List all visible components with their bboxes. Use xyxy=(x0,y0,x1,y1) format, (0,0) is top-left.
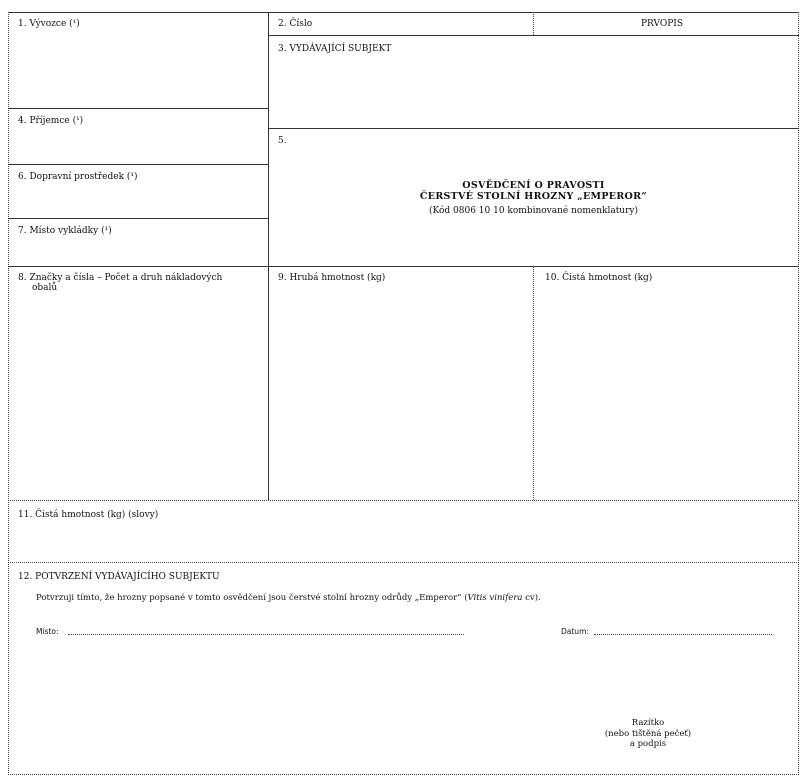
confirmation-text-end: cv). xyxy=(522,593,541,603)
line-box4-bottom xyxy=(8,164,268,165)
date-field[interactable] xyxy=(594,634,772,635)
box3-label: 3. VYDÁVAJÍCÍ SUBJEKT xyxy=(278,44,392,54)
line-box3-bottom xyxy=(268,128,799,129)
certificate-form xyxy=(8,12,799,775)
stamp-line1: Razítko xyxy=(631,718,665,728)
stamp-line3: a podpis xyxy=(629,739,667,749)
box10-label: 10. Čistá hmotnost (kg) xyxy=(545,273,653,283)
box7-label: 7. Místo vykládky (¹) xyxy=(18,226,112,236)
border-right xyxy=(798,12,799,775)
divider-box2-copy xyxy=(533,12,534,35)
box12-label: 12. POTVRZENÍ VYDÁVAJÍCÍHO SUBJEKTU xyxy=(18,572,220,582)
certificate-subtitle: (Kód 0806 10 10 kombinované nomenklatury) xyxy=(429,206,638,216)
border-left xyxy=(8,12,9,775)
divider-main xyxy=(268,12,269,500)
line-box12-top xyxy=(8,562,799,563)
line-header-bottom xyxy=(8,266,799,267)
line-box11-top xyxy=(8,500,799,501)
border-top xyxy=(8,12,799,13)
certificate-title-line1: OSVĚDČENÍ O PRAVOSTI xyxy=(462,180,605,191)
box6-label: 6. Dopravní prostředek (¹) xyxy=(18,172,138,182)
place-field[interactable] xyxy=(68,634,464,635)
place-label: Místo: xyxy=(36,627,59,636)
stamp-line2: (nebo tištěná pečeť) xyxy=(604,729,692,739)
confirmation-text-species: Vitis vinifera xyxy=(467,593,523,603)
box4-label: 4. Příjemce (¹) xyxy=(18,116,84,126)
divider-box9-box10 xyxy=(533,266,534,500)
copy-label: PRVOPIS xyxy=(641,19,684,29)
box2-label: 2. Číslo xyxy=(278,19,313,29)
box1-label: 1. Vývozce (¹) xyxy=(18,19,80,29)
confirmation-text-start: Potvrzuji tímto, že hrozny popsané v tomto osvědčení jsou čerstvé stolní hrozny odrůdy „Emperor“ ( xyxy=(36,593,468,603)
line-box2-bottom xyxy=(268,35,799,36)
certificate-title-line2: ČERSTVÉ STOLNÍ HROZNY „EMPEROR“ xyxy=(419,191,648,202)
box11-label: 11. Čistá hmotnost (kg) (slovy) xyxy=(18,510,159,520)
date-label: Datum: xyxy=(561,627,589,636)
confirmation-text xyxy=(36,593,541,604)
line-box6-bottom xyxy=(8,218,268,219)
box5-label: 5. xyxy=(278,136,287,146)
box9-label: 9. Hrubá hmotnost (kg) xyxy=(278,273,386,283)
line-box1-bottom xyxy=(8,108,268,109)
box8-label-line1: 8. Značky a čísla – Počet a druh nákladových xyxy=(18,273,223,283)
border-bottom xyxy=(8,774,799,775)
box8-label-line2: obalů xyxy=(32,283,58,293)
